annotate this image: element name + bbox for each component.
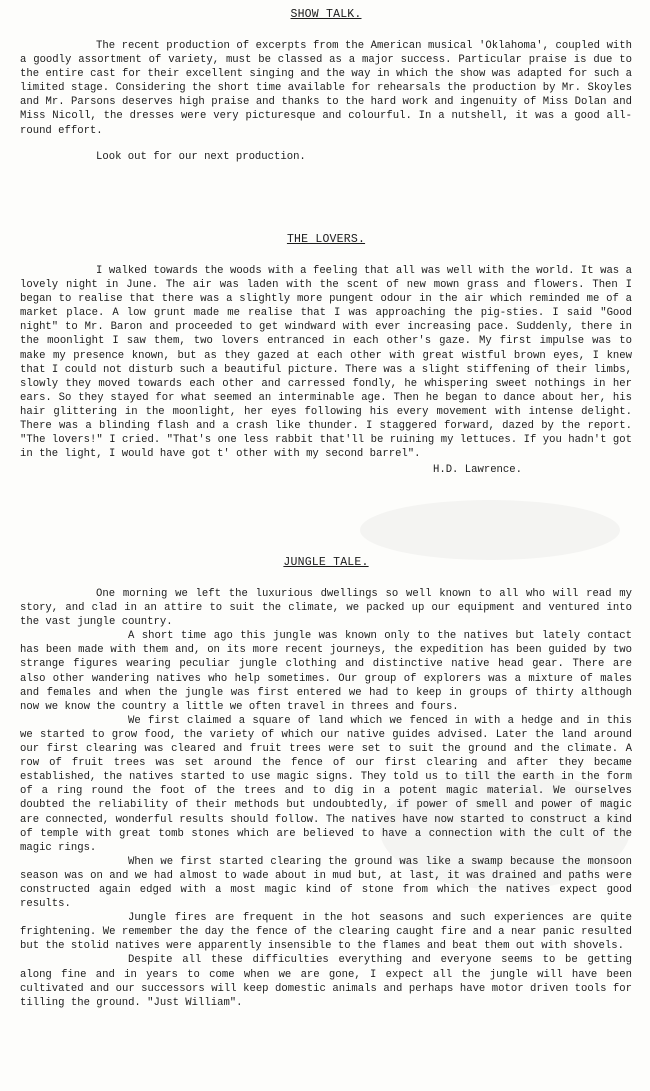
jungle-tale-paragraph-1: One morning we left the luxurious dwellings so well known to all who will read my story, and clad in an attire to suit the climate, we packed up our equipment and ventured into the vast jungle country. (20, 588, 632, 629)
show-talk-title: SHOW TALK. (290, 8, 362, 21)
show-talk-closing: Look out for our next production. (96, 150, 306, 163)
jungle-tale-paragraph-6-text: Despite all these difficulties everything and everyone seems to be getting along fine and in years to come when we are gone, I expect all the jungle will have been cultivated and our successors will keep domestic animals and perhaps have motor driven tools for tilling the ground. (20, 954, 632, 1009)
jungle-tale-paragraph-2: A short time ago this jungle was known only to the natives but lately contact has been made with them and, on its more recent journeys, the expedition has been guided by two strange figures wearing peculiar jungle clothing and distinctive native head gear. There are also other wandering natives who help sometimes. Our group of explorers was a mixture of males and females and when the jungle was first entered we had to keep in groups of thirty although now we know the country a little we often travel in threes and fours. (20, 630, 632, 713)
the-lovers-section (20, 233, 632, 477)
show-talk-section (20, 8, 632, 164)
jungle-tale-paragraph-4: When we first started clearing the ground was like a swamp because the monsoon season was on and we had almost to wade about in mud but, at last, it was drained and paths were constructed again edged with a most magic kind of stone from which the natives expect good results. (20, 855, 632, 911)
jungle-tale-section (20, 556, 632, 1010)
paper-smudge (360, 500, 620, 560)
jungle-tale-paragraph-5: Jungle fires are frequent in the hot seasons and such experiences are quite frightening. We remember the day the fence of the clearing caught fire and a near panic resulted but the stolid natives were apparently insensible to the flames and beat them out with shovels. (20, 912, 632, 953)
jungle-tale-title: JUNGLE TALE. (283, 556, 369, 569)
the-lovers-author: H.D. Lawrence. (432, 464, 522, 477)
the-lovers-title: THE LOVERS. (286, 233, 366, 246)
the-lovers-paragraph: I walked towards the woods with a feeling that all was well with the world. It was a lovely night in June. The air was laden with the scent of new mown grass and flowers. Then I began to realise that there was a slightly more pungent odour in the air which reminded me of a market place. A low grunt made me realise that I was approaching the pig-sties. I said "Good night" to Mr. Baron and proceeded to get windward with ever increasing pace. Suddenly, there in the moonlight I saw them, two lovers entranced in each other's gaze. My first impulse was to make my presence known, but as they gazed at each other with great wistful brown eyes, I knew that I could not disturb such a beautiful picture. There was a slight stiffening of their limbs, slowly they moved towards each other and carressed fondly, he whispering sweet nothings in her ears. So they stayed for what seemed an interminable age. Then he began to dance about her, his hair glittering in the moonlight, her eyes following his every movement with intense delight. There was a blinding flash and a crash like thunder. I staggered forward, dazed by the report. "The lovers!" I cried. "That's one less rabbit that'll be ruining my lettuces. If you hadn't got in the light, I would have got t' other with my second barrel". (20, 265, 632, 461)
show-talk-paragraph: The recent production of excerpts from the American musical 'Oklahoma', coupled with a goodly assortment of variety, must be classed as a major success. Particular praise is due to the entire cast for their excellent singing and the way in which the show was adapted for such a limited stage. Considering the short time available for rehearsals the production by Mr. Skoyles and Mr. Parsons deserves high praise and thanks to the hard work and ingenuity of Miss Dolan and Miss Nicoll, the dresses were very picturesque and colourful. In a nutshell, it was a good all-round effort. (20, 40, 632, 137)
jungle-tale-paragraph-6 (20, 953, 632, 1009)
jungle-tale-paragraph-3: We first claimed a square of land which we fenced in with a hedge and in this we started to grow food, the variety of which our native guides advised. Later the land around our first clearing was cleared and fruit trees were set to suit the ground and the climate. A row of fruit trees was set around the fence of our first clearing and after they became established, the natives started to use magic signs. They told us to till the earth in the form of a ring round the foot of the trees and to dig in a potent magic material. We ourselves doubted the reliability of their methods but undoubtedly, if power of smell and power of magic are connected, wonderful results should follow. The natives have now started to construct a kind of temple with great tomb stones which are believed to have a connection with the cult of the magic rings. (20, 714, 632, 854)
jungle-tale-author: "Just William". (147, 996, 243, 1009)
